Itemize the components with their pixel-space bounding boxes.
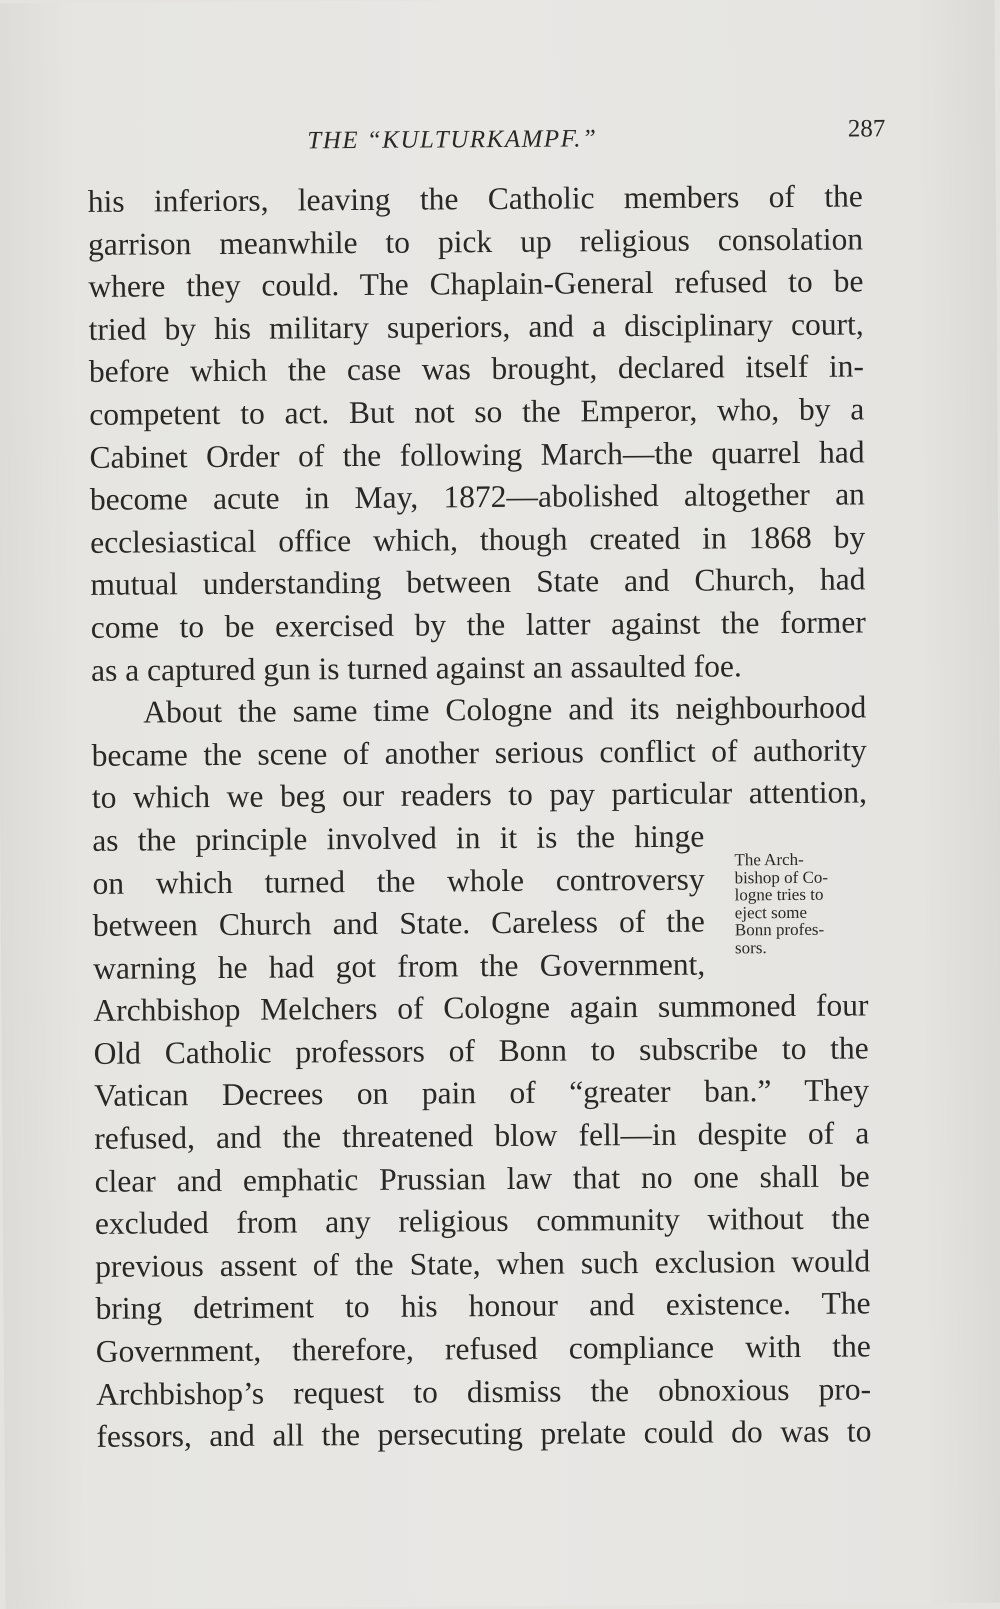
marginal-note-line: sors. [734, 937, 767, 957]
text-line: Cabinet Order of the following March—the quarrel had [89, 434, 865, 475]
text-line: tried by his military superiors, and a disciplinary court, [88, 306, 864, 347]
running-head [87, 115, 885, 161]
running-head-title: THE “KULTURKAMPF.” [307, 125, 598, 155]
text-line: to which we beg our readers to pay particular attention, [91, 774, 868, 816]
text-line: between Church and State. Careless of the [92, 903, 705, 943]
text-line: became the scene of another serious conflict of authority [91, 732, 867, 773]
text-line: fessors, and all the persecuting prelate could do was to [96, 1413, 872, 1455]
text-line: Government, therefore, refused compliance with the [95, 1328, 871, 1369]
text-line: Vatican Decrees on pain of “greater ban.” They [93, 1072, 870, 1114]
marginal-note [734, 850, 875, 956]
paragraph-1 [88, 175, 867, 692]
paragraph-2 [91, 687, 871, 1459]
text-line: Archbishop’s request to dismiss the obnoxious pro- [95, 1371, 872, 1412]
text-line: on which turned the whole controversy [92, 861, 705, 901]
text-line: as a captured gun is turned against an assaulted foe. [90, 647, 742, 688]
marginal-note-line: eject some [734, 902, 808, 922]
text-line: before which the case was brought, declared itself in- [88, 348, 865, 390]
page-number: 287 [847, 115, 886, 143]
text-line: mutual understanding between State and Church, had [90, 561, 866, 603]
text-line: previous assent of the State, when such exclusion would [95, 1243, 871, 1284]
body-text [88, 175, 872, 1458]
text-line: where they could. The Chaplain-General refused to be [88, 263, 864, 305]
marginal-note-line: logne tries to [734, 884, 824, 905]
text-line: become acute in May, 1872—abolished altogether an [89, 476, 865, 518]
text-line: come to be exercised by the latter against the former [90, 604, 866, 645]
marginal-note-line: Bonn profes- [734, 919, 825, 940]
text-line: competent to act. But not so the Emperor, who, by a [89, 391, 865, 432]
marginal-note-line: bishop of Co- [734, 867, 829, 887]
text-line: his inferiors, leaving the Catholic members of the [87, 178, 863, 219]
text-line: clear and emphatic Prussian law that no one shall be [94, 1158, 870, 1199]
text-line: ecclesiastical office which, though created in 1868 by [90, 519, 866, 560]
text-line: warning he had got from the Government, [93, 946, 706, 986]
text-line: Old Catholic professors of Bonn to subscribe to the [93, 1030, 869, 1071]
text-line: About the same time Cologne and its neighbourhood [143, 689, 867, 730]
text-line: refused, and the threatened blow fell—in despite of a [94, 1115, 870, 1156]
text-line: Archbishop Melchers of Cologne again summoned four [93, 987, 869, 1029]
text-line: excluded from any religious community without the [94, 1200, 871, 1242]
text-line: garrison meanwhile to pick up religious consolation [87, 221, 864, 262]
text-line: as the principle involved in it is the hinge [92, 818, 705, 858]
marginal-note-line: The Arch- [734, 849, 804, 870]
text-line: bring detriment to his honour and existence. The [95, 1285, 871, 1327]
